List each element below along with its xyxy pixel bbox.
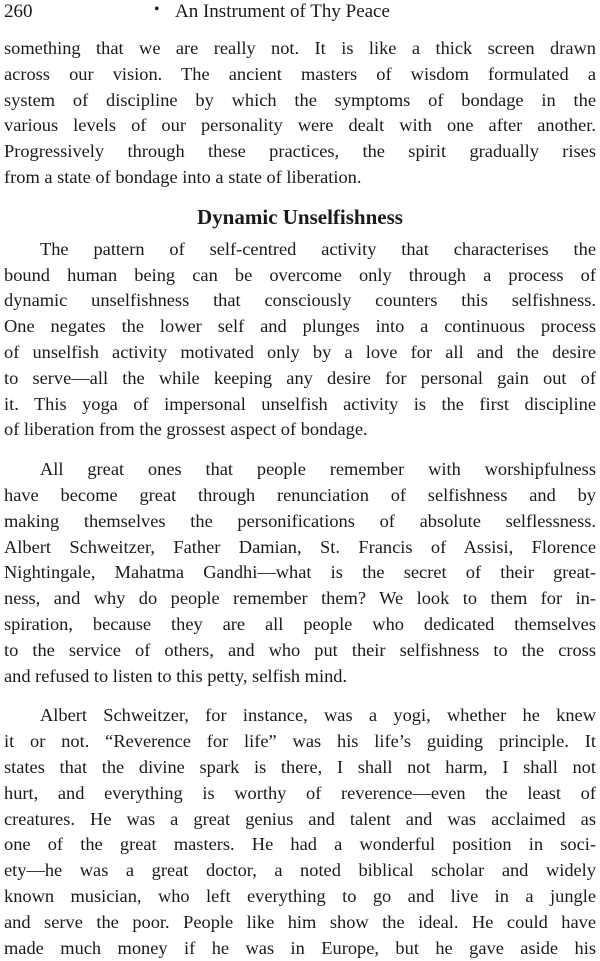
header-separator: •: [154, 0, 160, 22]
paragraph: [4, 237, 596, 443]
text-line: from a state of bondage into a state of liberation.: [4, 165, 596, 191]
text-line: and refused to listen to this petty, selfish mind.: [4, 664, 596, 690]
section-heading: Dynamic Unselfishness: [4, 199, 596, 235]
page-number: 260: [4, 0, 33, 24]
text-line: known musician, who left everything to go and live in a jungle: [4, 884, 596, 910]
paragraph-gap: [4, 443, 596, 457]
text-line: creatures. He was a great genius and talent and was acclaimed as: [4, 807, 596, 833]
paragraph: [4, 703, 596, 961]
text-line: it or not. “Reverence for life” was his life’s guiding principle. It: [4, 729, 596, 755]
text-line: making themselves the personifications of absolute selflessness.: [4, 509, 596, 535]
text-line: dynamic unselfishness that consciously counters this selfishness.: [4, 288, 596, 314]
text-line: and serve the poor. People like him show the ideal. He could have: [4, 910, 596, 936]
text-line: various levels of our personality were dealt with one after another.: [4, 113, 596, 139]
running-head: [4, 0, 594, 24]
text-line: ety—he was a great doctor, a noted biblical scholar and widely: [4, 858, 596, 884]
text-line: across our vision. The ancient masters of wisdom formulated a: [4, 62, 596, 88]
text-line: to serve—all the while keeping any desire for personal gain out of: [4, 366, 596, 392]
text-line: of liberation from the grossest aspect of bondage.: [4, 417, 596, 443]
text-line: made much money if he was in Europe, but he gave aside his: [4, 936, 596, 961]
text-line: Nightingale, Mahatma Gandhi—what is the secret of their great-: [4, 560, 596, 586]
text-line: The pattern of self-centred activity that characterises the: [4, 237, 596, 263]
paragraph: [4, 457, 596, 689]
text-line: spiration, because they are all people who dedicated themselves: [4, 612, 596, 638]
text-line: system of discipline by which the symptoms of bondage in the: [4, 88, 596, 114]
text-line: something that we are really not. It is like a thick screen drawn: [4, 36, 596, 62]
text-line: All great ones that people remember with worshipfulness: [4, 457, 596, 483]
text-line: have become great through renunciation of selfishness and by: [4, 483, 596, 509]
text-line: hurt, and everything is worthy of reverence—even the least of: [4, 781, 596, 807]
body-text: [4, 36, 596, 961]
text-line: states that the divine spark is there, I shall not harm, I shall not: [4, 755, 596, 781]
text-line: it. This yoga of impersonal unselfish activity is the first discipline: [4, 392, 596, 418]
paragraph-gap: [4, 689, 596, 703]
text-line: bound human being can be overcome only through a process of: [4, 263, 596, 289]
book-title: An Instrument of Thy Peace: [175, 0, 390, 24]
text-line: One negates the lower self and plunges into a continuous process: [4, 314, 596, 340]
text-line: Albert Schweitzer, Father Damian, St. Francis of Assisi, Florence: [4, 535, 596, 561]
text-line: one of the great masters. He had a wonderful position in soci-: [4, 832, 596, 858]
text-line: Progressively through these practices, the spirit gradually rises: [4, 139, 596, 165]
text-line: Albert Schweitzer, for instance, was a yogi, whether he knew: [4, 703, 596, 729]
text-line: to the service of others, and who put their selfishness to the cross: [4, 638, 596, 664]
paragraph: [4, 36, 596, 191]
text-line: ness, and why do people remember them? We look to them for in-: [4, 586, 596, 612]
text-line: of unselfish activity motivated only by a love for all and the desire: [4, 340, 596, 366]
